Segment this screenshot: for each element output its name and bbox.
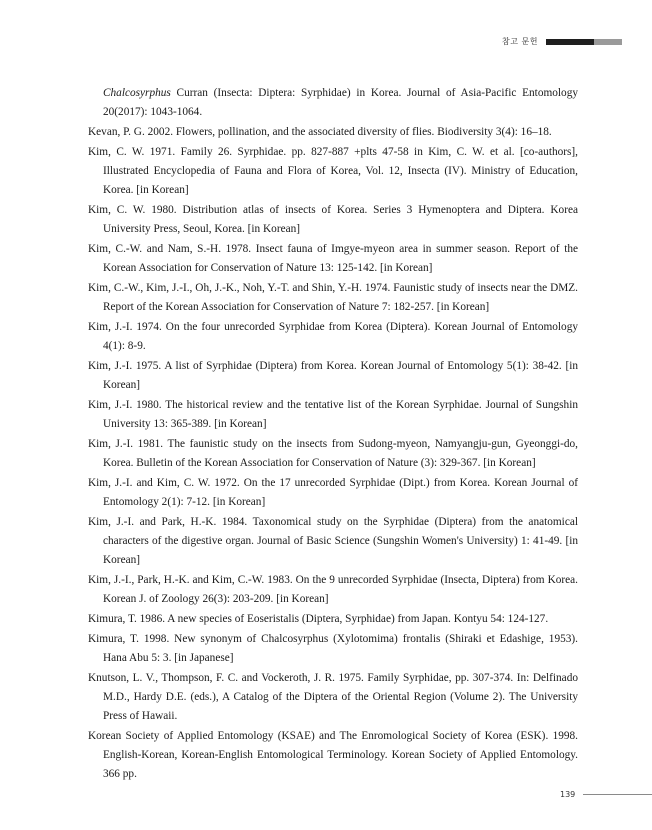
reference-item: Kimura, T. 1998. New synonym of Chalcosyrphus (Xylotomima) frontalis (Shiraki et Edashige, 1953). Hana Abu 5: 3. [in Japanese] — [88, 633, 578, 664]
section-label: 참고 문헌 — [502, 37, 538, 46]
reference-item: Knutson, L. V., Thompson, F. C. and Vockeroth, J. R. 1975. Family Syrphidae, pp. 307-374. In: Delfinado M.D., Hardy D.E. (eds.), A Catalog of the Diptera of the Oriental Region (Volume 2). The University Press of Hawaii. — [88, 672, 578, 722]
page-footer — [560, 790, 652, 799]
genus-name: Chalcosyrphus — [103, 87, 171, 99]
reference-list — [88, 84, 578, 785]
reference-item: Kim, C. W. 1980. Distribution atlas of insects of Korea. Series 3 Hymenoptera and Diptera. Korea University Press, Seoul, Korea. [in Korean] — [88, 204, 578, 235]
reference-item: Korean Society of Applied Entomology (KSAE) and The Enromological Society of Korea (ESK). 1998. English-Korean, Korean-English Entomological Terminology. Korean Society of Applied Entomology. 366 pp. — [88, 730, 578, 780]
reference-item: Kim, C.-W. and Nam, S.-H. 1978. Insect fauna of Imgye-myeon area in summer season. Report of the Korean Association for Conservation of Nature 13: 125-142. [in Korean] — [88, 243, 578, 274]
reference-item: Kim, C.-W., Kim, J.-I., Oh, J.-K., Noh, Y.-T. and Shin, Y.-H. 1974. Faunistic study of insects near the DMZ. Report of the Korean Association for Conservation of Nature 7: 182-257. [in Korean] — [88, 282, 578, 313]
reference-item: Chalcosyrphus Curran (Insecta: Diptera: Syrphidae) in Korea. Journal of Asia-Pacific Entomology 20(2017): 1043-1064. — [103, 87, 578, 118]
page-number: 139 — [560, 790, 576, 799]
header-bar — [546, 39, 622, 45]
reference-item: Kim, J.-I. and Park, H.-K. 1984. Taxonomical study on the Syrphidae (Diptera) from the anatomical characters of the digestive organ. Journal of Basic Science (Sungshin Women's University) 1: 41-49. [in Korean] — [88, 516, 578, 566]
running-header — [502, 36, 622, 47]
footer-rule — [583, 794, 652, 795]
reference-item: Kim, J.-I. 1974. On the four unrecorded Syrphidae from Korea (Diptera). Korean Journal of Entomology 4(1): 8-9. — [88, 321, 578, 352]
reference-item: Kim, J.-I. 1980. The historical review and the tentative list of the Korean Syrphidae. Journal of Sungshin University 13: 365-389. [in Korean] — [88, 399, 578, 430]
header-bar-dark — [546, 39, 594, 45]
reference-item: Kim, J.-I. 1975. A list of Syrphidae (Diptera) from Korea. Korean Journal of Entomology 5(1): 38-42. [in Korean] — [88, 360, 578, 391]
reference-item: Kim, J.-I. 1981. The faunistic study on the insects from Sudong-myeon, Namyangju-gun, Gyeonggi-do, Korea. Bulletin of the Korean Association for Conservation of Nature (3): 329-367. [in Korean] — [88, 438, 578, 469]
reference-item: Kim, C. W. 1971. Family 26. Syrphidae. pp. 827-887 +plts 47-58 in Kim, C. W. et al. [co-authors], Illustrated Encyclopedia of Fauna and Flora of Korea, Vol. 12, Insecta (IV). Ministry of Education, Korea. [in Korean] — [88, 146, 578, 196]
header-bar-gray — [594, 39, 622, 45]
reference-item: Kimura, T. 1986. A new species of Eoseristalis (Diptera, Syrphidae) from Japan. Kontyu 54: 124-127. — [88, 613, 549, 625]
reference-item: Kevan, P. G. 2002. Flowers, pollination, and the associated diversity of flies. Biodiversity 3(4): 16–18. — [88, 126, 552, 138]
reference-item: Kim, J.-I., Park, H.-K. and Kim, C.-W. 1983. On the 9 unrecorded Syrphidae (Insecta, Diptera) from Korea. Korean J. of Zoology 26(3): 203-209. [in Korean] — [88, 574, 578, 605]
reference-item: Kim, J.-I. and Kim, C. W. 1972. On the 17 unrecorded Syrphidae (Dipt.) from Korea. Korean Journal of Entomology 2(1): 7-12. [in Korean] — [88, 477, 578, 508]
